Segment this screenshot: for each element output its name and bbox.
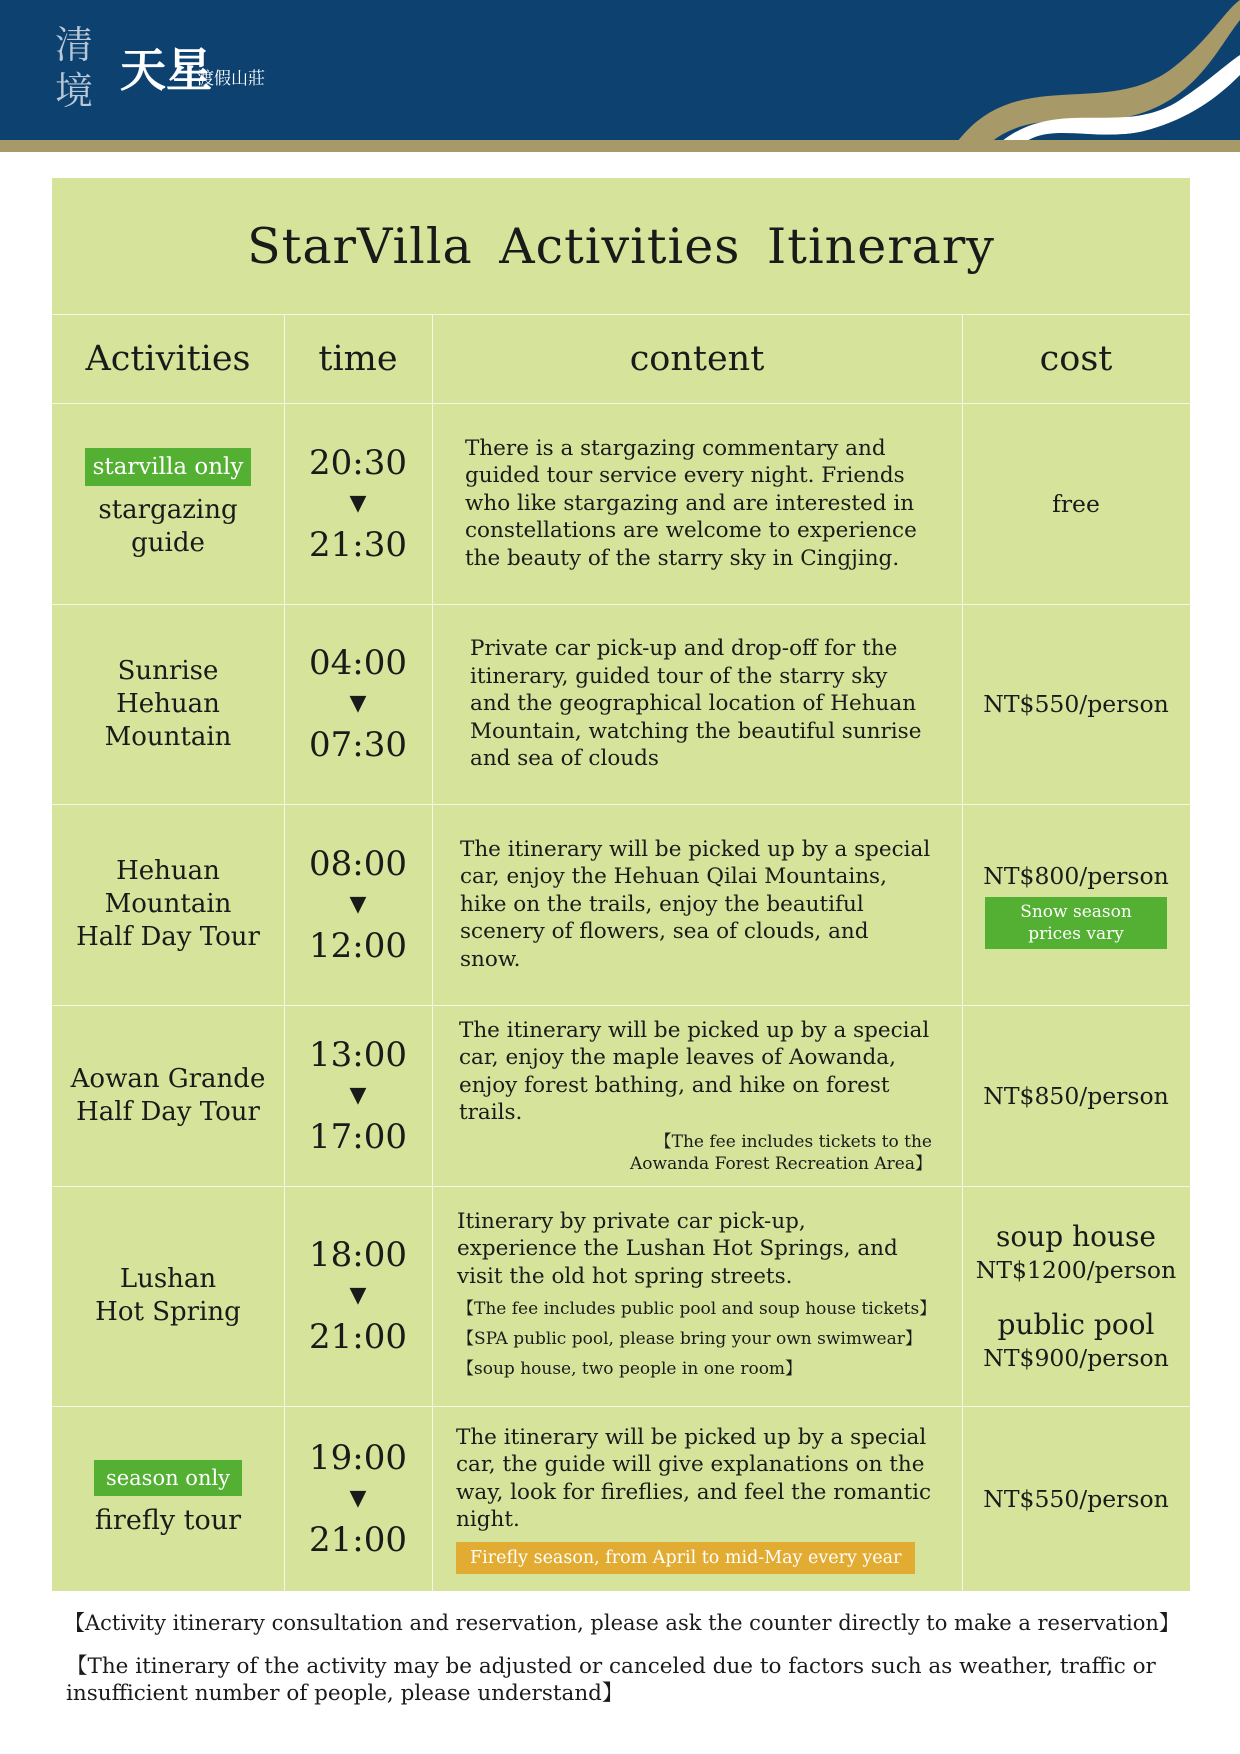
start-time: 08:00 [309,843,407,884]
activity-name-line: firefly tour [94,1505,242,1536]
activity-name-line: Sunrise [117,655,219,686]
activity-name-line: Half Day Tour [76,1096,260,1127]
cost-stargazing [962,403,1190,604]
itinerary-table [52,178,1190,1591]
footer-note-reservation: 【Activity itinerary consultation and reservation, please ask the counter directly to make a reservation】 [64,1611,1180,1635]
content-stargazing [465,403,925,604]
firefly-season-badge: Firefly season, from April to mid-May every year [456,1542,915,1574]
content-aowanda [459,1005,932,1186]
arrow-down-icon: ▼ [349,691,367,716]
activity-name-line: stargazing [98,494,238,525]
start-time: 04:00 [309,643,407,683]
time-aowanda [284,1005,432,1186]
column-divider [432,314,433,1591]
fee-note: 【The fee includes public pool and soup house tickets】 [457,1299,937,1320]
arrow-down-icon: ▼ [349,490,367,516]
cost-value: NT$900/person [983,1344,1169,1372]
logo-tianxing: 天星 [120,43,212,97]
time-stargazing [284,403,432,604]
activity-name-line: Mountain [104,721,232,752]
arrow-down-icon: ▼ [349,1485,367,1511]
activity-name-line: Lushan [119,1264,217,1294]
footer-note-adjustment: 【The itinerary of the activity may be adjusted or canceled due to factors such as weather, traffic or insufficient number of people, please understand】 [66,1654,1156,1706]
end-time: 12:00 [309,925,407,966]
time-sunrise [284,604,432,804]
logo-resort: 渡假山莊 [197,69,265,89]
header-cost: cost [1039,338,1113,379]
badge-line: Snow season [1020,901,1132,922]
activity-name-line: Mountain [104,889,232,919]
time-lushan [284,1186,432,1406]
fee-note: Aowanda Forest Recreation Area】 [630,1153,932,1174]
cost-value: NT$850/person [983,1081,1169,1110]
table-title: StarVilla Activities Itinerary [247,217,995,275]
fee-note: 【SPA public pool, please bring your own swimwear】 [457,1329,922,1350]
header-activities: Activities [85,338,251,379]
cost-value: NT$800/person [983,861,1169,890]
decorative-wave [920,0,1240,152]
season-only-badge: season only [94,1460,242,1496]
activity-aowanda [52,1005,284,1186]
activity-name-line: Half Day Tour [76,922,260,952]
cost-hehuan-half-day [962,804,1190,1005]
header-time: time [318,338,398,379]
cost-value: NT$550/person [983,1484,1169,1513]
content-hehuan-half-day [460,804,932,1005]
cost-label-soup-house: soup house [996,1220,1156,1253]
activity-firefly [52,1406,284,1591]
cost-sunrise [962,604,1190,804]
activity-name-line: Aowan Grande [70,1063,266,1094]
end-time: 21:30 [309,524,407,565]
activity-name-line: Hehuan [116,856,220,886]
start-time: 20:30 [309,442,407,483]
content-text: The itinerary will be picked up by a special car, enjoy the Hehuan Qilai Mountains, hike on the trails, enjoy the beautiful scenery of flowers, sea of clouds, and snow. [460,836,931,972]
end-time: 17:00 [309,1116,407,1157]
content-text: The itinerary will be picked up by a special car, enjoy the maple leaves of Aowanda, enjoy forest bathing, and hike on forest trails. [459,1017,930,1125]
activity-lushan [52,1186,284,1406]
activity-sunrise [52,604,284,804]
cost-value: NT$1200/person [975,1256,1177,1284]
arrow-down-icon: ▼ [349,891,367,917]
cost-lushan [962,1186,1190,1406]
activity-name-line: guide [131,527,205,558]
arrow-down-icon: ▼ [349,1082,367,1108]
content-firefly [456,1406,932,1591]
arrow-down-icon: ▼ [349,1283,367,1308]
header-content: content [629,338,765,379]
logo-qing: 清境 [55,23,94,113]
content-text: There is a stargazing commentary and guided tour service every night. Friends who like stargazing and are interested in constellations are welcome to experience the beauty of the starry sky in Cingjing. [465,435,917,571]
cost-value: NT$550/person [983,690,1169,718]
cost-aowanda [962,1005,1190,1186]
start-time: 18:00 [309,1235,407,1275]
content-sunrise [470,604,925,804]
badge-line: prices vary [1028,923,1124,944]
header-banner [0,0,1240,152]
time-hehuan-half-day [284,804,432,1005]
activity-stargazing [52,403,284,604]
content-text: Itinerary by private car pick-up, experience the Lushan Hot Springs, and visit the old hot spring streets. [457,1208,898,1289]
activity-hehuan-half-day [52,804,284,1005]
start-time: 19:00 [309,1437,407,1478]
starvilla-only-badge: starvilla only [85,448,252,486]
time-firefly [284,1406,432,1591]
fee-note: 【The fee includes tickets to the [654,1131,932,1152]
end-time: 21:00 [309,1519,407,1560]
content-lushan [457,1186,947,1406]
cost-firefly [962,1406,1190,1591]
content-text: Private car pick-up and drop-off for the itinerary, guided tour of the starry sky and the geographical location of Hehuan Mountain, watching the beautiful sunrise and sea of clouds [470,636,922,772]
cost-label-public-pool: public pool [997,1308,1155,1341]
activity-name-line: Hehuan [116,688,220,719]
end-time: 07:30 [309,725,407,765]
start-time: 13:00 [309,1034,407,1075]
content-text: The itinerary will be picked up by a special car, the guide will give explanations on the way, look for fireflies, and feel the romantic night. [456,1424,932,1532]
fee-note: 【soup house, two people in one room】 [457,1359,803,1380]
cost-value: free [1052,489,1100,518]
end-time: 21:00 [309,1317,407,1357]
activity-name-line: Hot Spring [95,1297,241,1327]
header-gold-band [0,140,1240,152]
snow-season-badge [985,897,1167,949]
